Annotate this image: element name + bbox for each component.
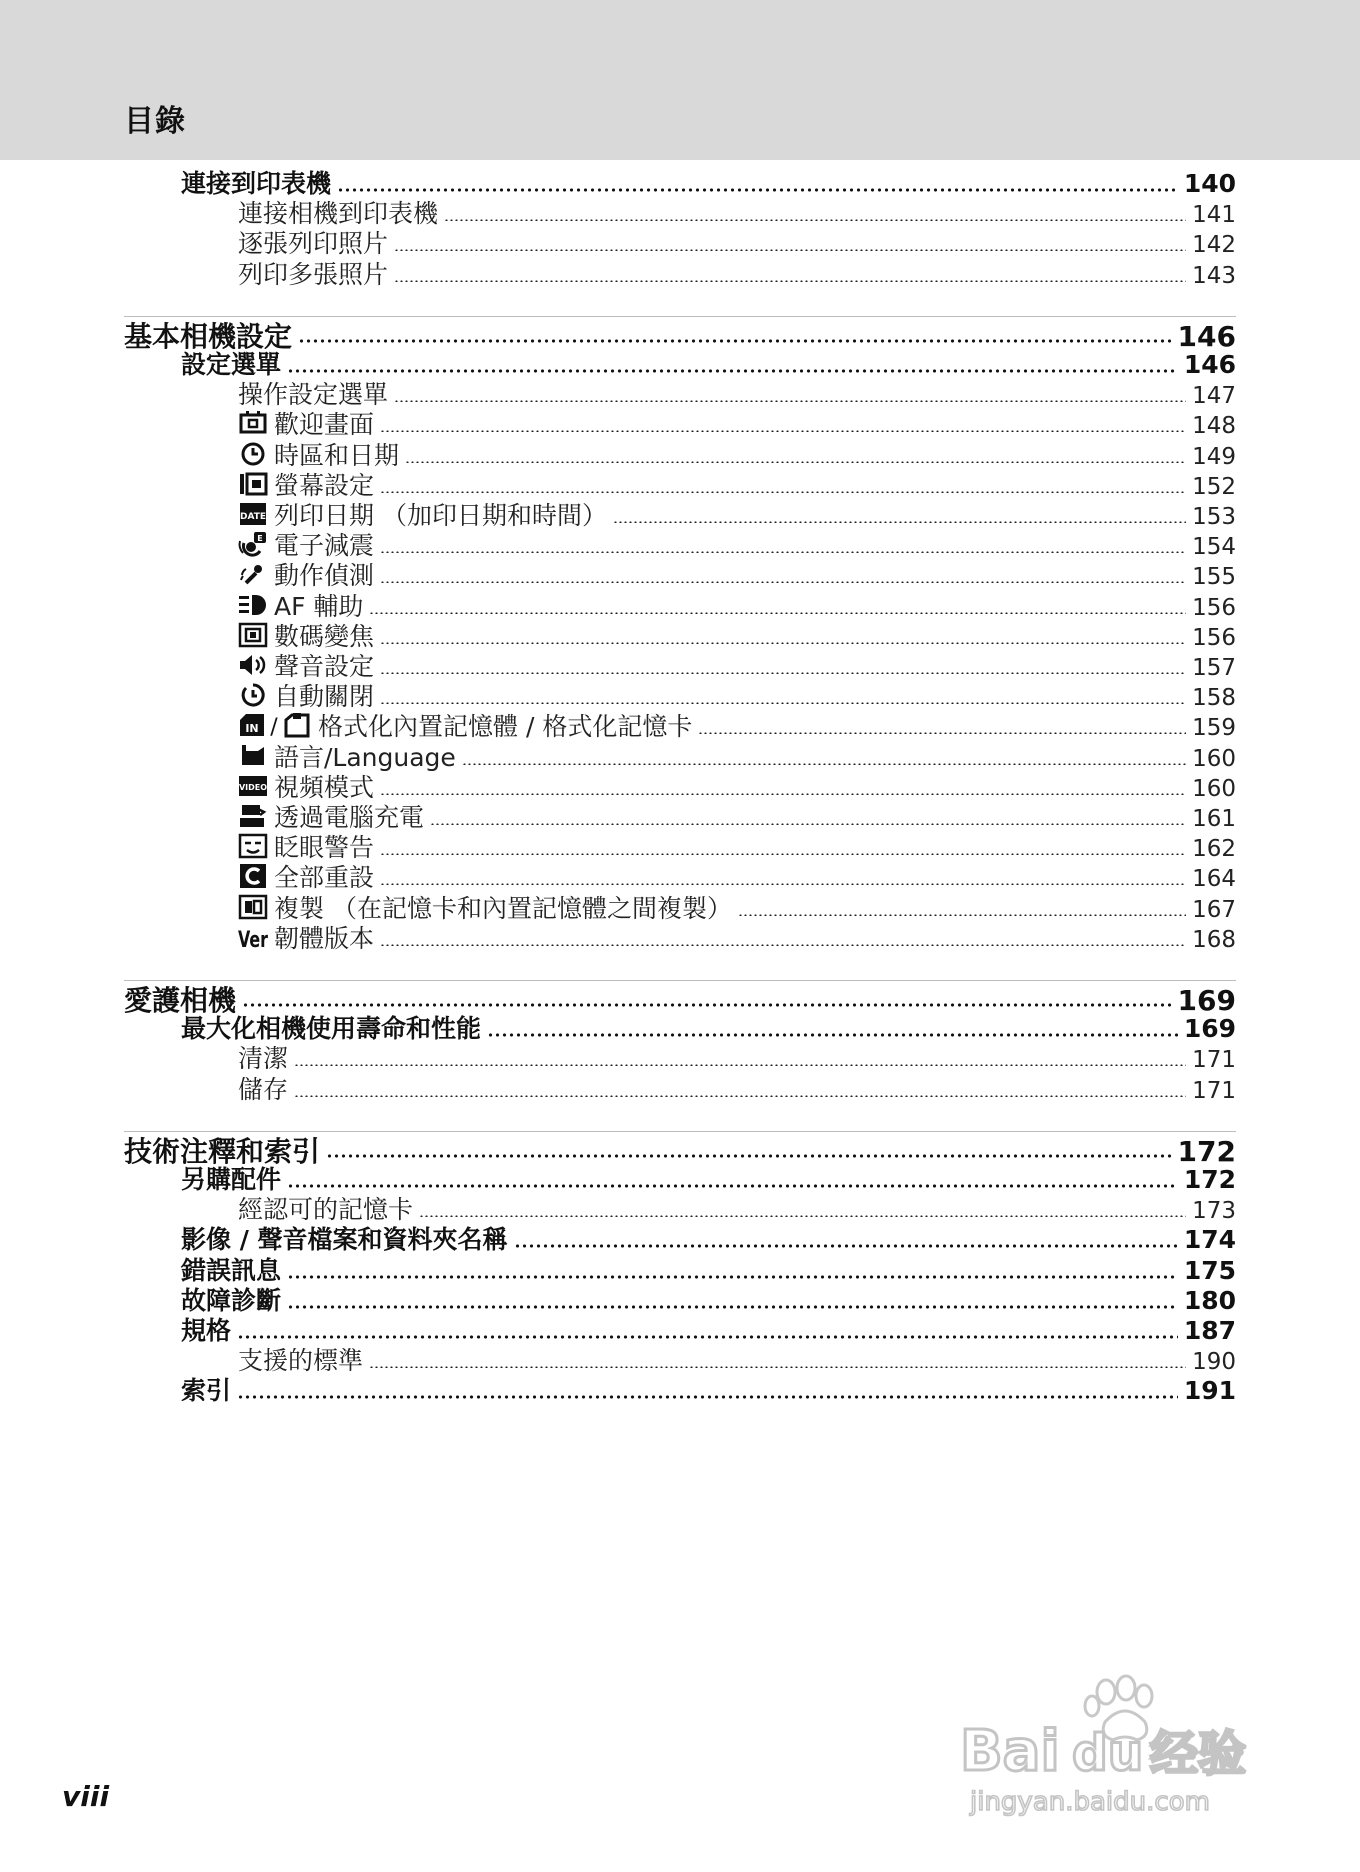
toc-entry-page: 142 [1192, 232, 1236, 259]
toc-entry-label: 電子減震 [274, 531, 375, 561]
dot-leader [380, 883, 1186, 885]
toc-entry-label: 時區和日期 [274, 440, 400, 470]
charge-by-computer-icon [238, 803, 268, 829]
language-icon [238, 743, 268, 769]
toc-entry-page: 180 [1183, 1285, 1236, 1315]
digital-zoom-icon [238, 622, 268, 648]
dot-leader [380, 430, 1186, 432]
toc-entry-label: 複製 （在記憶卡和內置記憶體之間複製） [274, 893, 732, 923]
toc-entry-page: 167 [1192, 896, 1236, 923]
toc-entry[interactable] [238, 1070, 1236, 1106]
toc-entry-label: 自動關閉 [274, 682, 375, 712]
dot-leader [287, 1275, 1178, 1279]
dot-leader [380, 672, 1186, 674]
toc-entry-page: 171 [1192, 1047, 1236, 1074]
toc-entry[interactable] [238, 255, 1236, 291]
toc-entry-page: 157 [1192, 655, 1236, 681]
toc-entry-page: 175 [1183, 1255, 1236, 1285]
toc-entry-page: 156 [1192, 594, 1236, 621]
toc-entry-label: 技術注釋和索引 [124, 1134, 321, 1168]
toc-entry-label: 設定選單 [181, 350, 282, 379]
toc-entry-label: 連接相機到印表機 [238, 199, 439, 229]
clock-icon [238, 441, 268, 467]
dot-leader [237, 1395, 1178, 1399]
toc-entry-label: 動作偵測 [274, 561, 375, 591]
blink-warning-icon [238, 833, 268, 859]
toc-entry-page: 168 [1192, 926, 1236, 953]
toc-entry-page: 162 [1192, 836, 1236, 863]
toc-entry-label: 清潔 [238, 1044, 289, 1074]
dot-leader [380, 944, 1186, 946]
dot-leader [380, 853, 1186, 855]
toc-entry-label: 索引 [181, 1376, 232, 1406]
dot-leader [514, 1244, 1178, 1248]
motion-detection-icon [238, 561, 268, 587]
toc-entry-page: 141 [1192, 202, 1236, 229]
svg-text:Ver: Ver [238, 927, 269, 953]
dot-leader [430, 823, 1186, 825]
dot-leader [287, 1305, 1178, 1309]
toc-entry-label: 規格 [181, 1316, 232, 1345]
toc-entry-page: 172 [1183, 1165, 1236, 1194]
af-assist-icon [238, 592, 268, 618]
toc-entry-label: 聲音設定 [274, 652, 375, 681]
dot-leader [380, 642, 1186, 644]
toc-entry-page: 191 [1183, 1376, 1236, 1406]
toc-entry-page: 169 [1183, 1014, 1236, 1044]
toc-entry-label: 透過電腦充電 [274, 803, 425, 832]
dot-leader [369, 1366, 1186, 1368]
toc-entry-label: 語言/Language [274, 742, 456, 772]
toc-entry-page: 173 [1192, 1198, 1236, 1225]
toc-entry-label: 逐張列印照片 [238, 229, 389, 259]
dot-leader [298, 339, 1172, 343]
dot-leader [380, 491, 1186, 493]
vibration-reduction-icon [238, 531, 268, 557]
baidu-watermark-logo [960, 1670, 1280, 1820]
toc-entry-page: 159 [1192, 715, 1236, 742]
dot-leader [337, 188, 1178, 192]
dot-leader [287, 369, 1178, 373]
toc-entry[interactable] [238, 919, 1236, 955]
dot-leader [287, 1184, 1178, 1188]
dot-leader [294, 1064, 1186, 1066]
toc-entry-page: 148 [1192, 413, 1236, 440]
copy-icon [238, 894, 268, 920]
dot-leader [380, 793, 1186, 795]
toc-entry-page: 158 [1192, 685, 1236, 712]
page-title: 目錄 [124, 104, 186, 139]
sound-icon [238, 652, 268, 678]
toc-entry-label: 經認可的記憶卡 [238, 1195, 414, 1225]
toc-entry-label: 支援的標準 [238, 1346, 364, 1376]
format-memory-card-icon [238, 712, 312, 741]
svg-text:VIDEO: VIDEO [238, 782, 268, 792]
dot-leader [405, 461, 1186, 463]
toc-entry-page: 160 [1192, 775, 1236, 802]
toc-entry-page: 171 [1192, 1077, 1236, 1104]
dot-leader [380, 551, 1186, 553]
toc-entry-page: 146 [1177, 319, 1236, 353]
video-mode-icon [238, 773, 268, 799]
toc-entry-label: 數碼變焦 [274, 621, 375, 651]
toc-entry-label: 儲存 [238, 1074, 289, 1104]
toc-entry-label: 韌體版本 [274, 923, 375, 953]
dot-leader [380, 702, 1186, 704]
toc-entry-label: 螢幕設定 [274, 470, 375, 500]
toc-entry-page: 174 [1183, 1225, 1236, 1255]
toc-entry-label: 愛護相機 [124, 984, 237, 1017]
toc-entry-label: 故障診斷 [181, 1285, 282, 1315]
toc-entry-label: 全部重設 [274, 863, 375, 893]
toc-entry-page: 146 [1183, 350, 1236, 379]
toc-entry-page: 164 [1192, 866, 1236, 893]
svg-text:Bai: Bai [960, 1719, 1060, 1784]
dot-leader [242, 1003, 1172, 1007]
dot-leader [394, 280, 1186, 282]
toc-entry-label: 列印多張照片 [238, 259, 389, 289]
reset-all-icon [238, 863, 268, 889]
toc-entry-page: 190 [1192, 1349, 1236, 1376]
toc-entry-label: 列印日期 （加印日期和時間） [274, 501, 607, 530]
date-imprint-icon [238, 501, 268, 527]
welcome-screen-icon [238, 410, 268, 436]
baidu-paw-logo [960, 1670, 1280, 1820]
toc-entry-page: 140 [1183, 169, 1236, 198]
toc-entry-page: 156 [1192, 624, 1236, 651]
dot-leader [462, 763, 1186, 765]
dot-leader [369, 612, 1186, 614]
auto-off-icon [238, 682, 268, 708]
toc-entry-label: 操作設定選單 [238, 380, 389, 410]
dot-leader [237, 1335, 1178, 1339]
toc-entry-label: 影像 / 聲音檔案和資料夾名稱 [181, 1225, 508, 1255]
svg-text:DATE: DATE [239, 512, 267, 522]
page-number: viii [62, 1780, 110, 1813]
toc-entry-page: 169 [1177, 984, 1236, 1017]
toc-entry-label: 錯誤訊息 [181, 1255, 282, 1285]
toc-entry-label: 最大化相機使用壽命和性能 [181, 1014, 482, 1044]
toc-entry[interactable] [181, 1371, 1236, 1407]
monitor-settings-icon [238, 471, 268, 497]
svg-text:经验: 经验 [1150, 1726, 1247, 1782]
dot-leader [487, 1033, 1178, 1037]
toc-entry-label: 基本相機設定 [124, 319, 293, 353]
toc-entry-label: 格式化內置記憶體 / 格式化記憶卡 [318, 712, 693, 742]
dot-leader [380, 581, 1186, 583]
toc-entry-label: 眨眼警告 [274, 833, 375, 863]
toc-entry-page: 172 [1177, 1134, 1236, 1168]
toc-entry-label: AF 輔助 [274, 591, 364, 621]
toc-entry-page: 149 [1192, 443, 1236, 470]
firmware-version-icon [238, 924, 269, 953]
svg-text:jingyan.baidu.com: jingyan.baidu.com [970, 1787, 1210, 1817]
dot-leader [326, 1154, 1172, 1158]
dot-leader [394, 400, 1186, 402]
toc-entry-page: 154 [1192, 534, 1236, 561]
toc-entry-page: 161 [1192, 806, 1236, 832]
toc-entry-label: 連接到印表機 [181, 169, 332, 198]
dot-leader [394, 249, 1186, 251]
svg-text:du: du [1072, 1724, 1144, 1782]
toc-entry-page: 155 [1192, 564, 1236, 591]
toc-entry-label: 視頻模式 [274, 772, 375, 802]
dot-leader [444, 219, 1186, 221]
toc-entry-page: 160 [1192, 745, 1236, 772]
dot-leader [613, 521, 1186, 523]
toc-entry-page: 143 [1192, 262, 1236, 289]
toc-entry-page: 187 [1183, 1316, 1236, 1345]
dot-leader [419, 1215, 1186, 1217]
dot-leader [294, 1095, 1186, 1097]
toc-entry-page: 152 [1192, 473, 1236, 500]
toc-entry-label: 另購配件 [181, 1165, 282, 1194]
dot-leader [738, 914, 1186, 916]
toc-entry-label: 歡迎畫面 [274, 410, 375, 440]
svg-text:E: E [257, 534, 263, 544]
dot-leader [698, 732, 1186, 734]
toc-entry-page: 147 [1192, 383, 1236, 410]
toc-entry-page: 153 [1192, 504, 1236, 530]
svg-text:/: / [270, 715, 278, 741]
svg-text:IN: IN [245, 722, 259, 736]
